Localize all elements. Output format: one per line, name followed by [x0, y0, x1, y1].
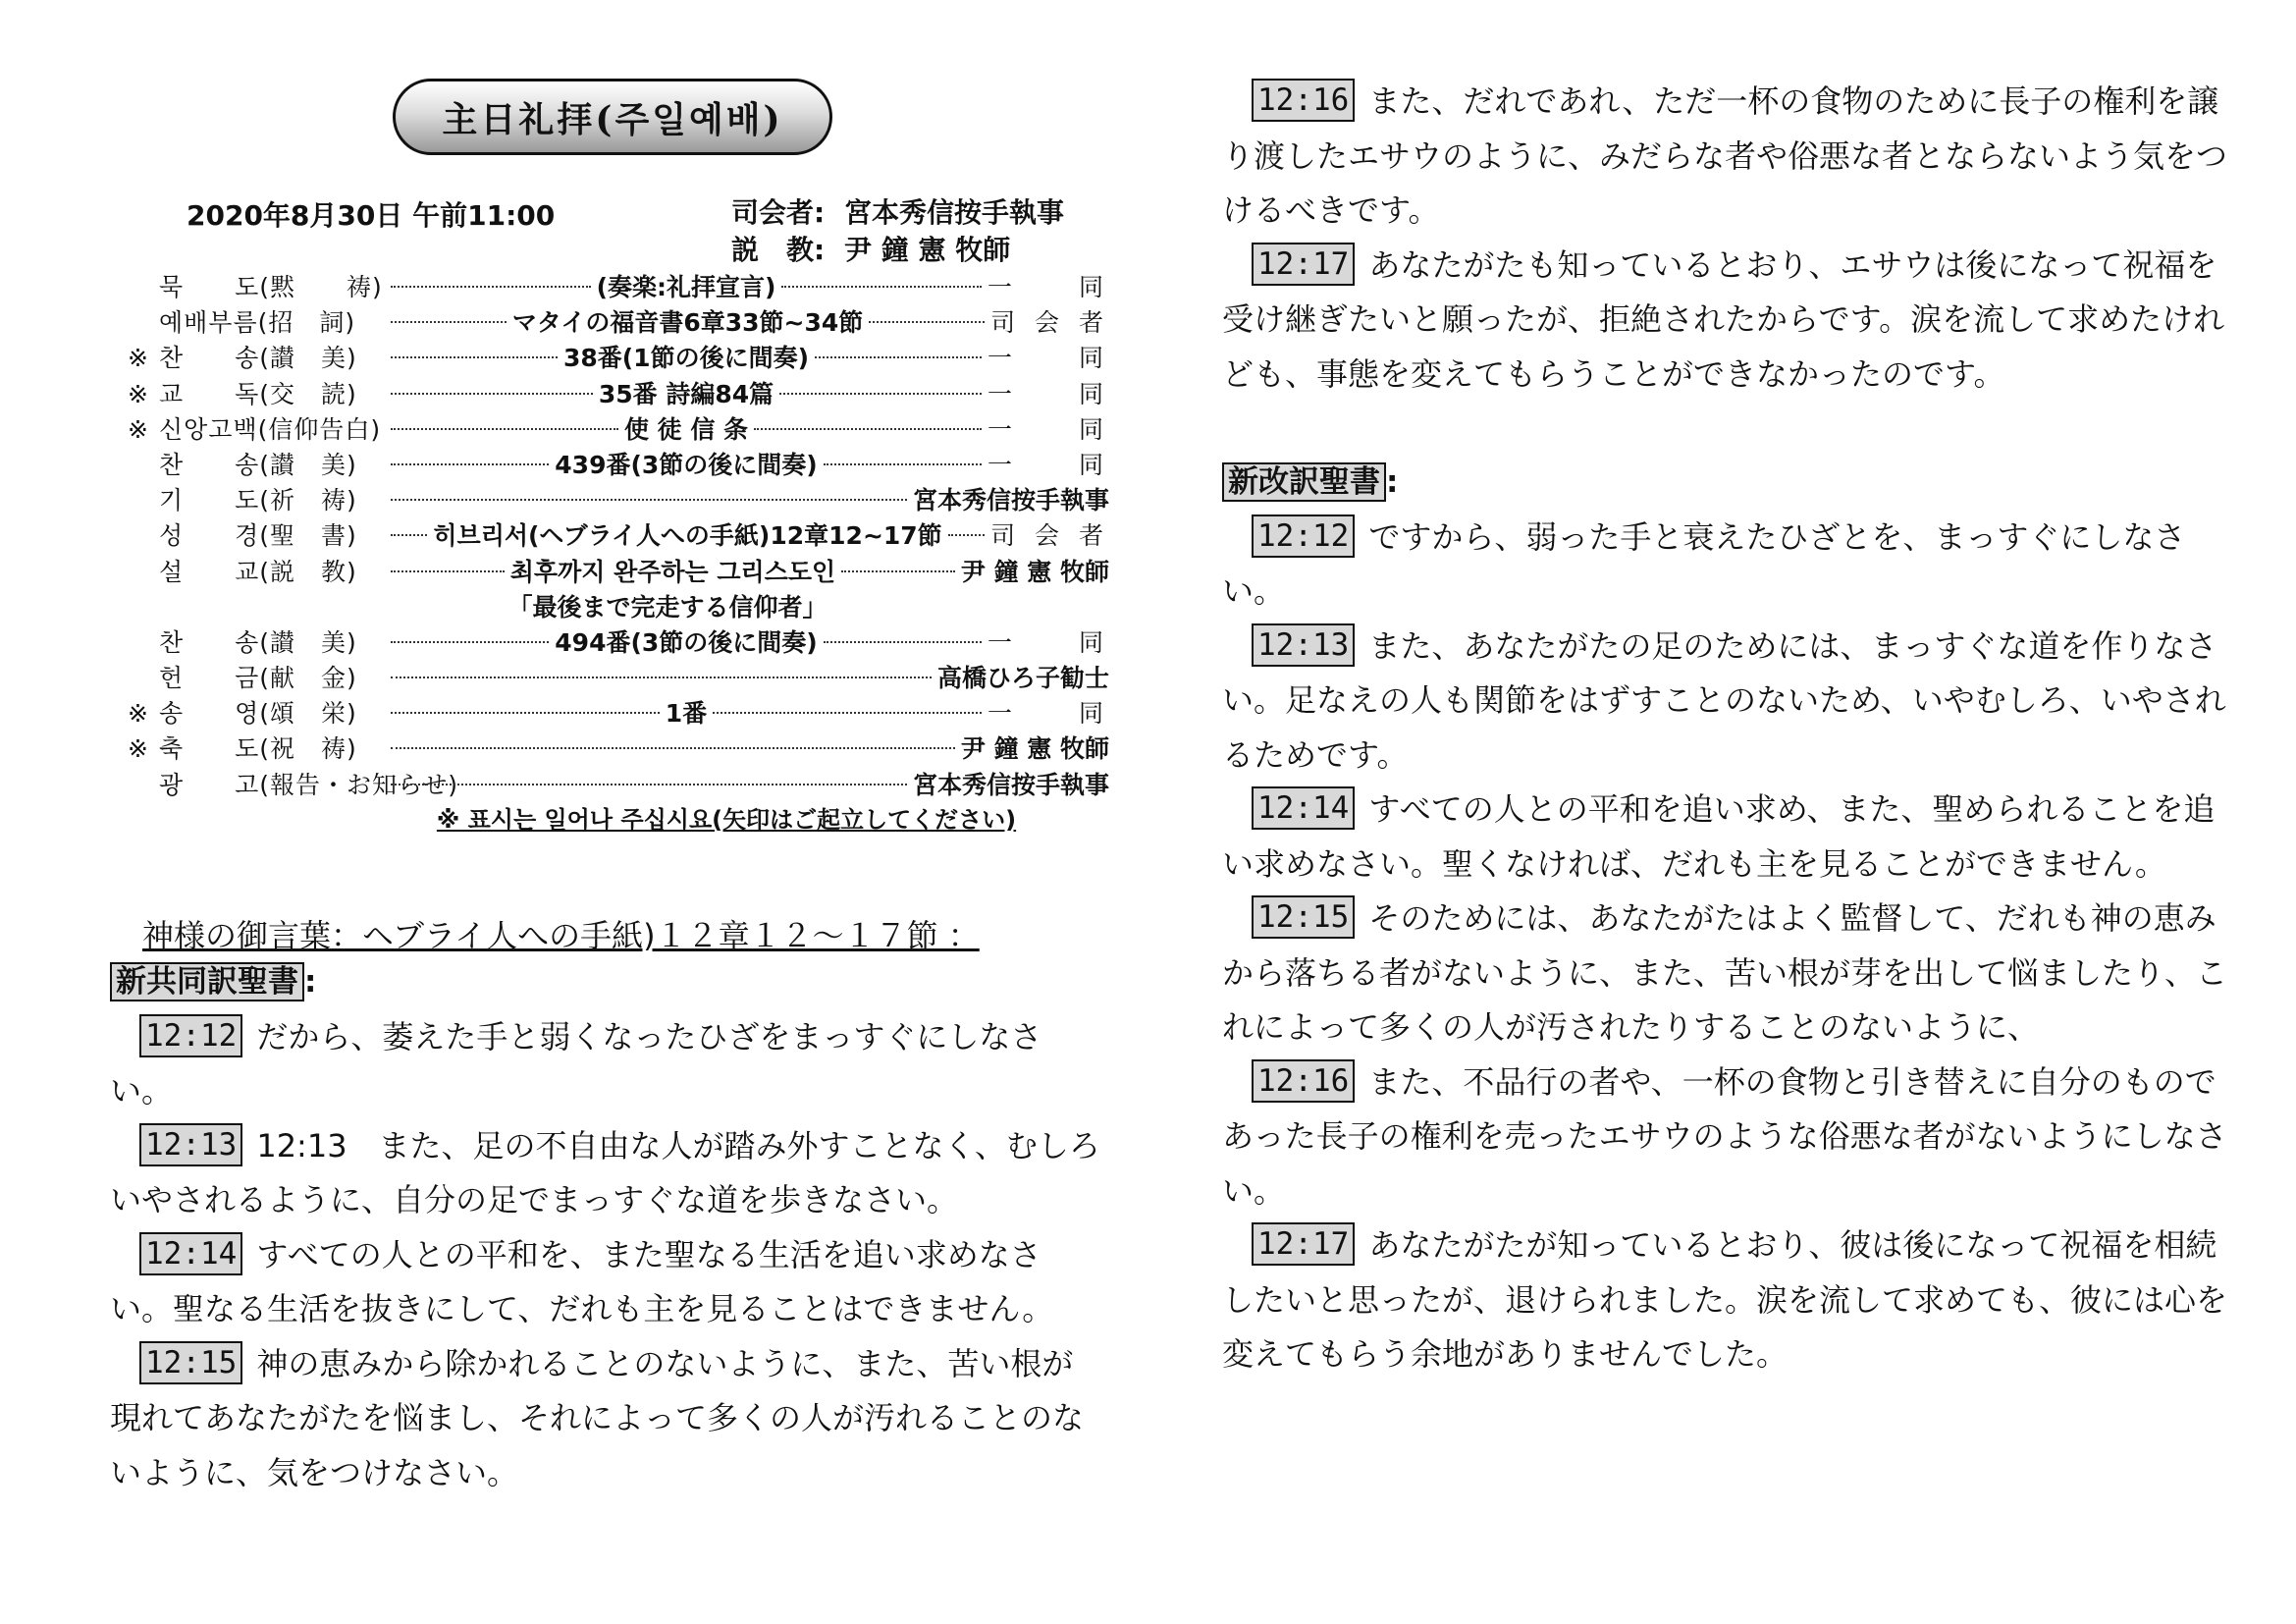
verse-number: 12:17: [1252, 243, 1355, 286]
order-leader: 尹 鐘 憲 牧師: [960, 557, 1110, 586]
scripture-heading: 神様の御言葉：ヘブライ人への手紙)１２章１２～１７節 ：: [142, 917, 980, 954]
order-content: 494番(3節の後に間奏): [555, 627, 818, 657]
dot-leader: [781, 286, 982, 288]
order-row: [128, 270, 1109, 305]
verse-number: 12:13: [139, 1123, 242, 1166]
order-item: 광 고(報告・お知らせ): [159, 770, 459, 799]
order-item: 찬 송(讃 美): [159, 344, 357, 373]
host-label: 司会者:: [731, 196, 826, 229]
order-leader: 司 会 者: [990, 521, 1109, 551]
service-date: 2020年8月30日 午前11:00: [187, 199, 556, 232]
order-content: 使 徒 信 条: [623, 414, 749, 444]
order-row: [128, 483, 1109, 518]
verse-number: 12:16: [1252, 1059, 1355, 1103]
dot-leader: [824, 641, 982, 643]
dot-leader: [391, 286, 591, 288]
order-row: [128, 625, 1109, 661]
version-label-box: 新共同訳聖書: [110, 962, 304, 1001]
order-leader: 宮本秀信按手執事: [912, 486, 1109, 515]
order-row: [128, 377, 1109, 412]
version1-verses: [110, 1010, 1101, 1501]
order-leader: 一 同: [988, 699, 1110, 729]
sermon-subtitle: 「最後まで完走する信仰者」: [507, 592, 828, 622]
order-row: [128, 412, 1109, 448]
standing-mark: ※: [128, 699, 148, 729]
order-item: 예배부름(招 詞): [159, 308, 356, 338]
order-row: [128, 448, 1109, 483]
order-leader: 一 同: [987, 273, 1109, 301]
order-item: 헌 금(献 金): [159, 664, 357, 693]
order-row: [128, 661, 1109, 696]
verse-number: 12:14: [139, 1232, 242, 1275]
dot-leader: [869, 321, 985, 323]
verse-text: ですから、弱った手と衰えたひざとを、まっすぐにしなさい。: [1222, 517, 2186, 610]
order-content: 35番 詩編84篇: [598, 379, 774, 408]
order-leader: 尹 鐘 憲 牧師: [960, 734, 1109, 764]
dot-leader: [779, 393, 982, 395]
verse: [110, 1119, 1101, 1228]
verse-number: 12:16: [1252, 79, 1355, 122]
dot-leader: [824, 463, 982, 465]
version-label: 新改訳聖書 :: [1222, 456, 2243, 511]
verse-text: すべての人との平和を追い求め、また、聖められることを追い求めなさい。聖くなければ、だれも主を見ることができません。: [1222, 790, 2216, 883]
section-gap: [1222, 402, 2243, 456]
dot-leader: [391, 534, 427, 536]
dot-leader: [391, 356, 558, 358]
dot-leader: [391, 641, 549, 643]
order-row: [128, 696, 1109, 731]
order-item: 성 경(聖 書): [159, 521, 357, 551]
dot-leader: [391, 784, 907, 785]
order-leader: 一 同: [987, 379, 1109, 408]
verse: [1222, 1218, 2243, 1382]
verse-number: 12:15: [1252, 895, 1355, 939]
order-content: 최후까지 완주하는 그리스도인: [509, 557, 836, 586]
order-of-service: [128, 270, 1109, 837]
verse: [110, 1337, 1101, 1501]
right-column: [1222, 75, 2243, 1382]
verse-number: 12:17: [1252, 1222, 1355, 1266]
standing-mark: ※: [128, 734, 148, 764]
dot-leader: [754, 428, 982, 430]
page-title: 主日礼拝(주일예배): [393, 79, 832, 155]
verse-text: そのためには、あなたがたはよく監督して、だれも神の恵みから落ちる者がないように、また、苦い根が芽を出して悩ましたり、これによって多くの人が汚されたりすることのないように、: [1222, 899, 2228, 1046]
left-column: [110, 955, 1101, 1500]
verse: [1222, 511, 2243, 620]
order-row: [128, 305, 1109, 341]
order-item: 교 독(交 読): [159, 379, 357, 408]
order-leader: 宮本秀信按手執事: [912, 770, 1109, 799]
order-content: 439番(3節の後に間奏): [555, 450, 818, 479]
standing-mark: ※: [128, 379, 148, 408]
order-row: [128, 518, 1109, 554]
order-row: [128, 341, 1109, 376]
dot-leader: [391, 677, 932, 678]
verse: [1222, 239, 2243, 403]
order-content: 히브리서(ヘブライ人への手紙)12章12~17節: [433, 521, 942, 551]
dot-leader: [391, 321, 507, 323]
standing-mark: ※: [128, 414, 148, 444]
host-line: [731, 194, 1064, 232]
order-leader: 司 会 者: [990, 308, 1109, 338]
verse: [1222, 1056, 2243, 1219]
order-item: 묵 도(黙 祷): [159, 273, 383, 301]
dot-leader: [391, 747, 955, 749]
officiants: [731, 194, 1064, 269]
dot-leader: [713, 712, 982, 714]
version-label: 新共同訳聖書 :: [110, 955, 1101, 1010]
order-leader: 一 同: [988, 627, 1110, 657]
dot-leader: [815, 356, 982, 358]
dot-leader: [391, 499, 907, 501]
order-leader: 一 同: [987, 344, 1109, 373]
verse: [1222, 75, 2243, 239]
verse-text: あなたがたが知っているとおり、彼は後になって祝福を相続したいと思ったが、退けられました。涙を流して求めても、彼には心を変えてもらう余地がありませんでした。: [1222, 1226, 2228, 1373]
order-leader: 高橋ひろ子勧士: [936, 664, 1109, 693]
host-name: 宮本秀信按手執事: [843, 196, 1064, 229]
preacher-line: [731, 232, 1064, 269]
order-item: 기 도(祈 祷): [159, 486, 357, 515]
order-item: 찬 송(讃 美): [159, 450, 357, 479]
order-content: (奏楽:礼拝宣言): [596, 273, 776, 301]
verse-text: 12:13 また、足の不自由な人が踏み外すことなく、むしろいやされるように、自分の足でまっすぐな道を歩きなさい。: [110, 1126, 1100, 1218]
order-row: [128, 768, 1109, 803]
order-item: 찬 송(讃 美): [159, 627, 357, 657]
standing-note: ※ 표시는 일어나 주십시요(矢印はご起立してください): [436, 805, 1017, 834]
order-row: [128, 555, 1109, 590]
order-content: 38番(1節の後に間奏): [562, 344, 810, 373]
verse: [1222, 620, 2243, 784]
dot-leader: [948, 534, 985, 536]
order-item: 설 교(説 教): [159, 557, 357, 586]
verse: [110, 1010, 1101, 1119]
order-item: 축 도(祝 祷): [159, 734, 357, 764]
verse-number: 12:14: [1252, 786, 1355, 830]
dot-leader: [391, 393, 593, 395]
dot-leader: [841, 570, 955, 572]
dot-leader: [391, 712, 660, 714]
version-label-box: 新改訳聖書: [1222, 462, 1386, 502]
verse-text: また、だれであれ、ただ一杯の食物のために長子の権利を譲り渡したエサウのように、みだらな者や俗悪な者とならないよう気をつけるべきです。: [1222, 82, 2228, 229]
standing-mark: ※: [128, 344, 148, 373]
verse-text: だから、萎えた手と弱くなったひざをまっすぐにしなさい。: [110, 1017, 1042, 1110]
verse-number: 12:12: [139, 1014, 242, 1057]
dot-leader: [391, 428, 618, 430]
verse-text: 神の恵みから除かれることのないように、また、苦い根が現れてあなたがたを悩まし、それによって多くの人が汚れることのないように、気をつけなさい。: [110, 1344, 1085, 1491]
dot-leader: [391, 570, 505, 572]
verse-text: すべての人との平和を、また聖なる生活を追い求めなさい。聖なる生活を抜きにして、だれも主を見ることはできません。: [110, 1235, 1054, 1327]
dot-leader: [391, 463, 549, 465]
verse-text: また、あなたがたの足のためには、まっすぐな道を作りなさい。足なえの人も関節をはずすことのないため、いやむしろ、いやされるためです。: [1222, 626, 2226, 774]
order-content: 1番: [665, 699, 708, 729]
version1-continued: [1222, 75, 2243, 402]
order-leader: 一 同: [988, 414, 1110, 444]
order-item: 송 영(頌 栄): [159, 699, 357, 729]
verse: [110, 1228, 1101, 1337]
version2-verses: [1222, 511, 2243, 1382]
order-content: マタイの福音書6章33節~34節: [511, 308, 864, 338]
verse: [1222, 892, 2243, 1056]
verse-text: また、不品行の者や、一杯の食物と引き替えに自分のものであった長子の権利を売ったエサウのような俗悪な者がないようにしなさい。: [1222, 1062, 2227, 1210]
verse-number: 12:12: [1252, 514, 1355, 558]
order-leader: 一 同: [988, 450, 1110, 479]
verse-text: あなたがたも知っているとおり、エサウは後になって祝福を受け継ぎたいと願ったが、拒絶されたからです。涙を流して求めたけれども、事態を変えてもらうことができなかったのです。: [1222, 245, 2225, 393]
verse-number: 12:13: [1252, 623, 1355, 667]
preacher-label: 説 教:: [731, 234, 826, 266]
verse-number: 12:15: [139, 1341, 242, 1384]
order-row: [128, 731, 1109, 767]
order-item: 신앙고백(信仰告白): [159, 414, 382, 444]
preacher-name: 尹 鐘 憲 牧師: [843, 234, 1011, 266]
verse: [1222, 783, 2243, 892]
